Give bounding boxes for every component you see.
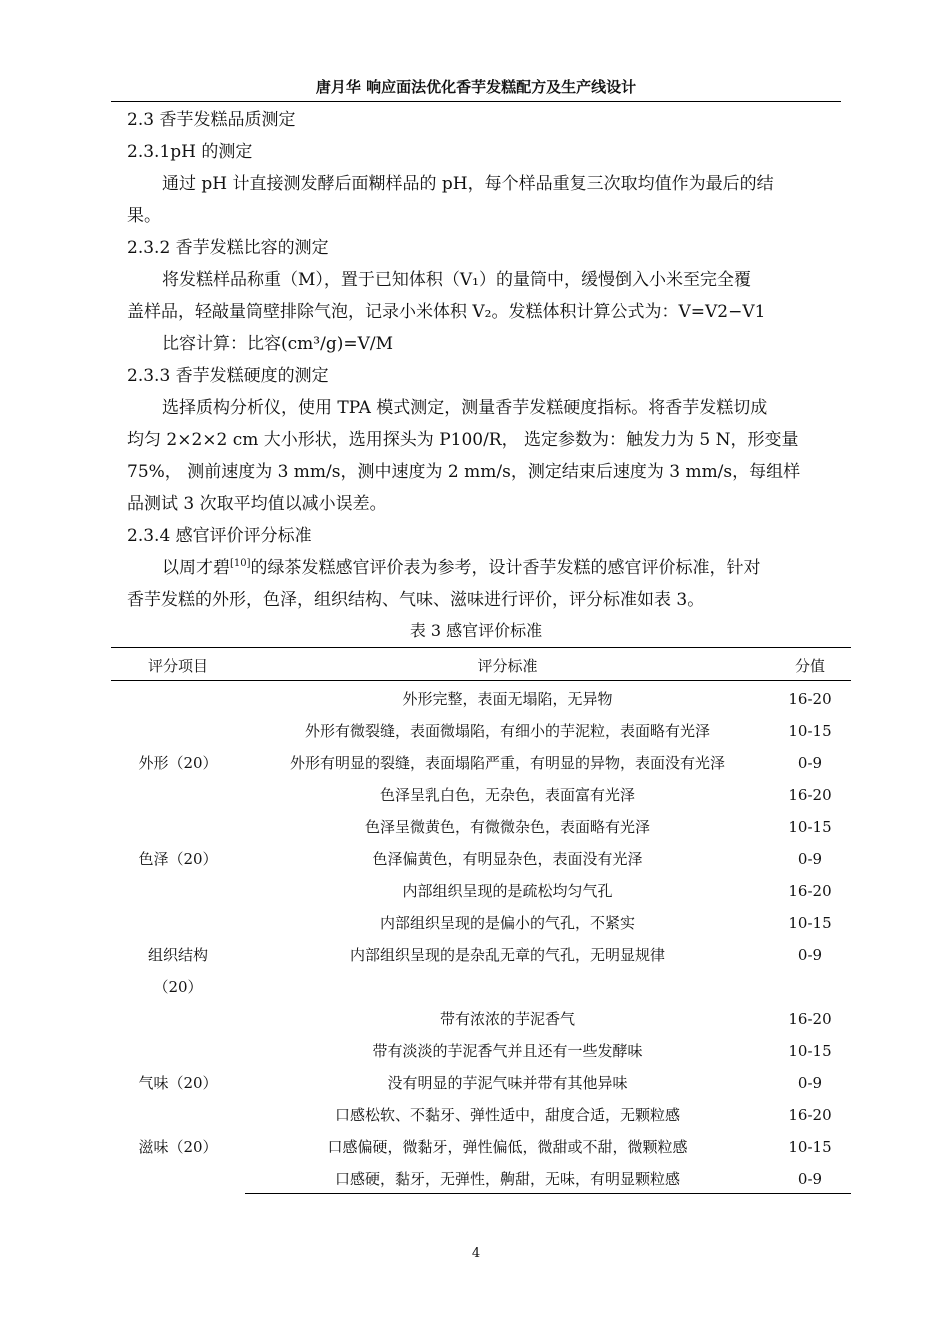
column-header-criterion: 评分标准: [477, 657, 538, 675]
score-cell: 16-20: [788, 1106, 832, 1124]
paragraph-line: 果。: [127, 206, 161, 226]
criterion-cell: 内部组织呈现的是杂乱无章的气孔，无明显规律: [349, 946, 665, 964]
criterion-cell: 口感偏硬，微黏牙，弹性偏低，微甜或不甜，微颗粒感: [327, 1138, 688, 1156]
category-appearance: 外形（20）: [138, 754, 218, 772]
criterion-cell: 口感硬，黏牙，无弹性，齁甜，无味，有明显颗粒感: [334, 1170, 680, 1188]
score-cell: 10-15: [788, 818, 832, 836]
column-header-score: 分值: [794, 657, 825, 675]
score-cell: 0-9: [797, 754, 823, 772]
score-cell: 0-9: [797, 1074, 823, 1092]
section-heading-2-3: 2.3 香芋发糕品质测定: [127, 110, 296, 130]
citation-ref: [10]: [230, 558, 251, 569]
criterion-cell: 色泽呈微黄色，有微微杂色，表面略有光泽: [364, 818, 650, 836]
criterion-cell: 口感松软、不黏牙、弹性适中，甜度合适，无颗粒感: [334, 1106, 680, 1124]
score-cell: 10-15: [788, 722, 832, 740]
criterion-cell: 外形完整，表面无塌陷，无异物: [402, 690, 613, 708]
section-heading-2-3-1: 2.3.1pH 的测定: [127, 142, 253, 162]
criterion-cell: 带有浓浓的芋泥香气: [439, 1010, 575, 1028]
table-bottom-rule: [245, 1193, 851, 1194]
table-top-rule: [111, 647, 851, 648]
criterion-cell: 内部组织呈现的是偏小的气孔，不紧实: [379, 914, 635, 932]
header-rule: [111, 101, 841, 102]
score-cell: 16-20: [788, 690, 832, 708]
score-cell: 0-9: [797, 946, 823, 964]
page-number: 4: [471, 1246, 481, 1261]
paragraph-line: 选择质构分析仪，使用 TPA 模式测定，测量香芋发糕硬度指标。将香芋发糕切成: [162, 398, 768, 418]
paragraph-line: 75%， 测前速度为 3 mm/s，测中速度为 2 mm/s，测定结束后速度为 3 mm/s，每组样: [127, 462, 801, 482]
table-header-rule: [111, 680, 851, 681]
criterion-cell: 色泽偏黄色，有明显杂色，表面没有光泽: [372, 850, 643, 868]
paragraph-line: [162, 556, 761, 580]
score-cell: 16-20: [788, 882, 832, 900]
formula-line: 比容计算：比容(cm³/g)=V/M: [162, 334, 393, 354]
score-cell: 16-20: [788, 1010, 832, 1028]
category-smell: 气味（20）: [138, 1074, 218, 1092]
paragraph-line: 通过 pH 计直接测发酵后面糊样品的 pH，每个样品重复三次取均值作为最后的结: [162, 174, 774, 194]
text-run: 以周才碧: [162, 558, 230, 578]
score-cell: 0-9: [797, 850, 823, 868]
running-header: 唐月华 响应面法优化香芋发糕配方及生产线设计: [315, 78, 637, 96]
criterion-cell: 外形有微裂缝，表面微塌陷，有细小的芋泥粒，表面略有光泽: [304, 722, 710, 740]
score-cell: 10-15: [788, 1138, 832, 1156]
paragraph-line: 均匀 2×2×2 cm 大小形状，选用探头为 P100/R， 选定参数为：触发力为 5 N，形变量: [127, 430, 799, 450]
column-header-item: 评分项目: [147, 657, 208, 675]
criterion-cell: 外形有明显的裂缝，表面塌陷严重，有明显的异物，表面没有光泽: [289, 754, 725, 772]
score-cell: 10-15: [788, 914, 832, 932]
score-cell: 0-9: [797, 1170, 823, 1188]
section-heading-2-3-4: 2.3.4 感官评价评分标准: [127, 526, 312, 546]
category-color: 色泽（20）: [138, 850, 218, 868]
score-cell: 16-20: [788, 786, 832, 804]
category-taste: 滋味（20）: [138, 1138, 218, 1156]
criterion-cell: 没有明显的芋泥气味并带有其他异味: [387, 1074, 628, 1092]
table-caption: 表 3 感官评价标准: [409, 621, 543, 640]
score-cell: 10-15: [788, 1042, 832, 1060]
paragraph-line: 将发糕样品称重（M），置于已知体积（V₁）的量筒中，缓慢倒入小米至完全覆: [162, 270, 751, 290]
paragraph-line: 品测试 3 次取平均值以减小误差。: [127, 494, 387, 514]
paragraph-line: 香芋发糕的外形，色泽，组织结构、气味、滋味进行评价，评分标准如表 3。: [127, 590, 705, 610]
criterion-cell: 带有淡淡的芋泥香气并且还有一些发酵味: [372, 1042, 643, 1060]
category-texture: 组织结构: [147, 946, 208, 964]
section-heading-2-3-3: 2.3.3 香芋发糕硬度的测定: [127, 366, 329, 386]
criterion-cell: 内部组织呈现的是疏松均匀气孔: [402, 882, 613, 900]
paragraph-line: 盖样品，轻敲量筒壁排除气泡，记录小米体积 V₂。发糕体积计算公式为：V=V2−V1: [127, 302, 766, 322]
text-run: 的绿茶发糕感官评价表为参考，设计香芋发糕的感官评价标准，针对: [250, 558, 761, 578]
criterion-cell: 色泽呈乳白色，无杂色，表面富有光泽: [379, 786, 635, 804]
section-heading-2-3-2: 2.3.2 香芋发糕比容的测定: [127, 238, 329, 258]
category-texture-points: （20）: [153, 978, 203, 996]
